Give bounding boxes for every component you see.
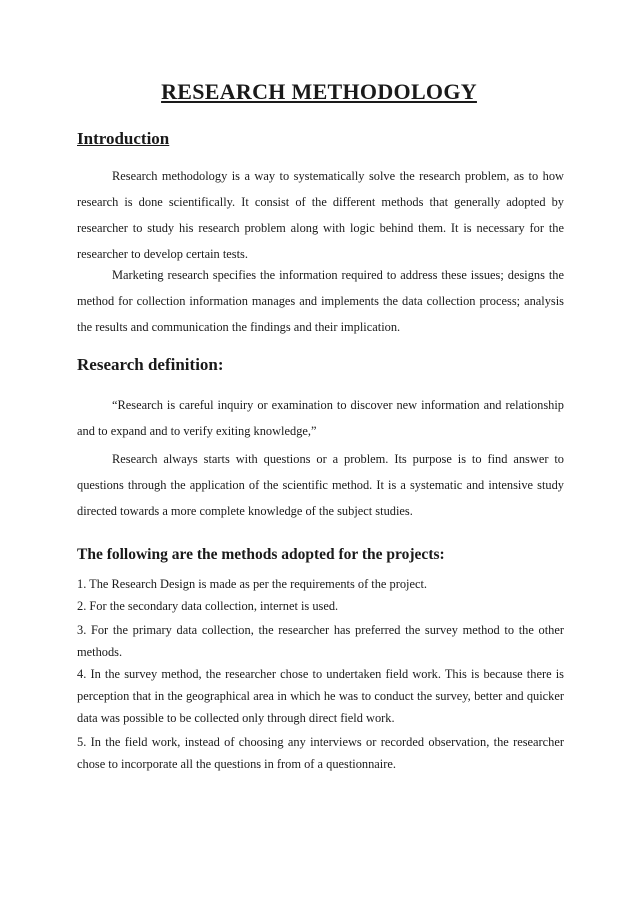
- page-title: RESEARCH METHODOLOGY: [161, 79, 477, 104]
- method-item-1: 1. The Research Design is made as per the requirements of the project.: [77, 577, 428, 591]
- method-item-2: 2. For the secondary data collection, internet is used.: [77, 599, 339, 613]
- research-definition-heading: Research definition:: [77, 355, 224, 374]
- introduction-paragraph-2: Marketing research specifies the information required to address these issues; designs the method for collection information manages and implements the data collection process; analysis the results and communication the findings and their implication.: [77, 268, 564, 334]
- definition-quote: “Research is careful inquiry or examination to discover new information and relationship and to expand and to verify exiting knowledge,”: [77, 398, 564, 438]
- method-item-4: 4. In the survey method, the researcher chose to undertaken field work. This is because there is perception that in the geographical area in which he was to conduct the survey, better and quicker data was possible to be collected only through direct field work.: [77, 667, 564, 725]
- definition-paragraph: Research always starts with questions or a problem. Its purpose is to find answer to questions through the application of the scientific method. It is a systematic and intensive study directed towards a more complete knowledge of the subject studies.: [77, 452, 564, 518]
- methods-heading: The following are the methods adopted for the projects:: [77, 546, 445, 563]
- method-item-5: 5. In the field work, instead of choosing any interviews or recorded observation, the researcher chose to incorporate all the questions in from of a questionnaire.: [77, 735, 564, 771]
- introduction-heading: Introduction: [77, 129, 170, 148]
- method-item-3: 3. For the primary data collection, the researcher has preferred the survey method to the other methods.: [77, 623, 564, 659]
- introduction-paragraph-1: Research methodology is a way to systematically solve the research problem, as to how research is done scientifically. It consist of the different methods that generally adopted by researcher to study his research problem along with logic behind them. It is necessary for the researcher to develop certain tests.: [77, 169, 564, 261]
